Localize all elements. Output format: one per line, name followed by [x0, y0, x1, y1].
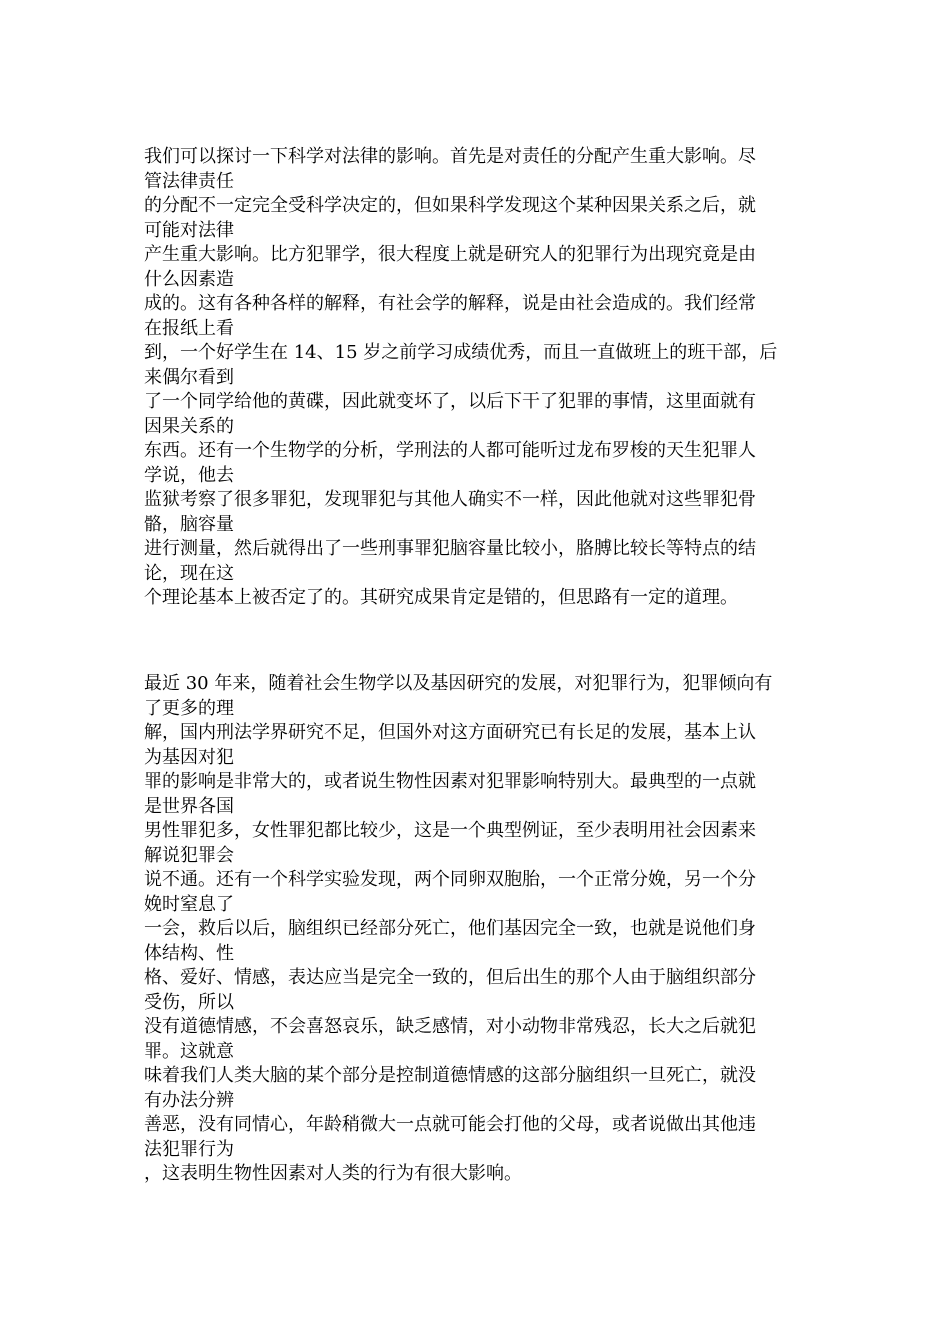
text-line: 法犯罪行为	[144, 1138, 234, 1160]
text-line: 没有道德情感，不会喜怒哀乐，缺乏感情，对小动物非常残忍，长大之后就犯	[144, 1016, 756, 1037]
text-line: 我们可以探讨一下科学对法律的影响。首先是对责任的分配产生重大影响。尽	[144, 146, 756, 167]
text-line: 可能对法律	[144, 219, 234, 241]
text-line: 罪的影响是非常大的，或者说生物性因素对犯罪影响特别大。最典型的一点就	[144, 771, 756, 792]
text-line: 有办法分辨	[144, 1089, 234, 1111]
text-line: 因果关系的	[144, 415, 234, 437]
paragraph-science-and-law	[144, 145, 814, 611]
text-line: 在报纸上看	[144, 317, 234, 339]
text-line: 了更多的理	[144, 697, 234, 719]
text-line: ，这表明生物性因素对人类的行为有很大影响。	[144, 1163, 522, 1184]
text-line: 骼，脑容量	[144, 513, 234, 535]
text-line: 个理论基本上被否定了的。其研究成果肯定是错的，但思路有一定的道理。	[144, 587, 738, 608]
text-line: 是世界各国	[144, 795, 234, 817]
text-line: 解，国内刑法学界研究不足，但国外对这方面研究已有长足的发展，基本上认	[144, 722, 756, 743]
text-line: 格、爱好、情感，表达应当是完全一致的，但后出生的那个人由于脑组织部分	[144, 967, 756, 988]
text-line: 成的。这有各种各样的解释，有社会学的解释，说是由社会造成的。我们经常	[144, 293, 756, 314]
text-line: 的分配不一定完全受科学决定的，但如果科学发现这个某种因果关系之后，就	[144, 195, 756, 216]
text-line: 监狱考察了很多罪犯，发现罪犯与其他人确实不一样，因此他就对这些罪犯骨	[144, 489, 756, 510]
text-line: 东西。还有一个生物学的分析，学刑法的人都可能听过龙布罗梭的天生犯罪人	[144, 440, 756, 461]
text-line: 受伤，所以	[144, 991, 234, 1013]
text-line: 最近 30 年来，随着社会生物学以及基因研究的发展，对犯罪行为，犯罪倾向有	[144, 673, 773, 694]
text-line: 什么因素造	[144, 268, 234, 290]
text-line: 说不通。还有一个科学实验发现，两个同卵双胞胎，一个正常分娩，另一个分	[144, 869, 756, 890]
text-line: 罪。这就意	[144, 1040, 234, 1062]
text-line: 为基因对犯	[144, 746, 234, 768]
text-line: 到，一个好学生在 14、15 岁之前学习成绩优秀，而且一直做班上的班干部，后	[144, 342, 778, 363]
text-line: 产生重大影响。比方犯罪学，很大程度上就是研究人的犯罪行为出现究竟是由	[144, 244, 756, 265]
text-line: 娩时窒息了	[144, 893, 234, 915]
text-line: 了一个同学给他的黄碟，因此就变坏了，以后下干了犯罪的事情，这里面就有	[144, 391, 756, 412]
text-line: 解说犯罪会	[144, 844, 234, 866]
text-line: 论，现在这	[144, 562, 234, 584]
text-line: 学说，他去	[144, 464, 234, 486]
paragraph-genetics-and-crime	[144, 672, 814, 1187]
text-line: 男性罪犯多，女性罪犯都比较少，这是一个典型例证，至少表明用社会因素来	[144, 820, 756, 841]
text-line: 体结构、性	[144, 942, 234, 964]
text-line: 管法律责任	[144, 170, 234, 192]
text-line: 善恶，没有同情心，年龄稍微大一点就可能会打他的父母，或者说做出其他违	[144, 1114, 756, 1135]
text-line: 来偶尔看到	[144, 366, 234, 388]
text-line: 味着我们人类大脑的某个部分是控制道德情感的这部分脑组织一旦死亡，就没	[144, 1065, 756, 1086]
text-line: 一会，救后以后，脑组织已经部分死亡，他们基因完全一致，也就是说他们身	[144, 918, 756, 939]
text-line: 进行测量，然后就得出了一些刑事罪犯脑容量比较小，胳膊比较长等特点的结	[144, 538, 756, 559]
